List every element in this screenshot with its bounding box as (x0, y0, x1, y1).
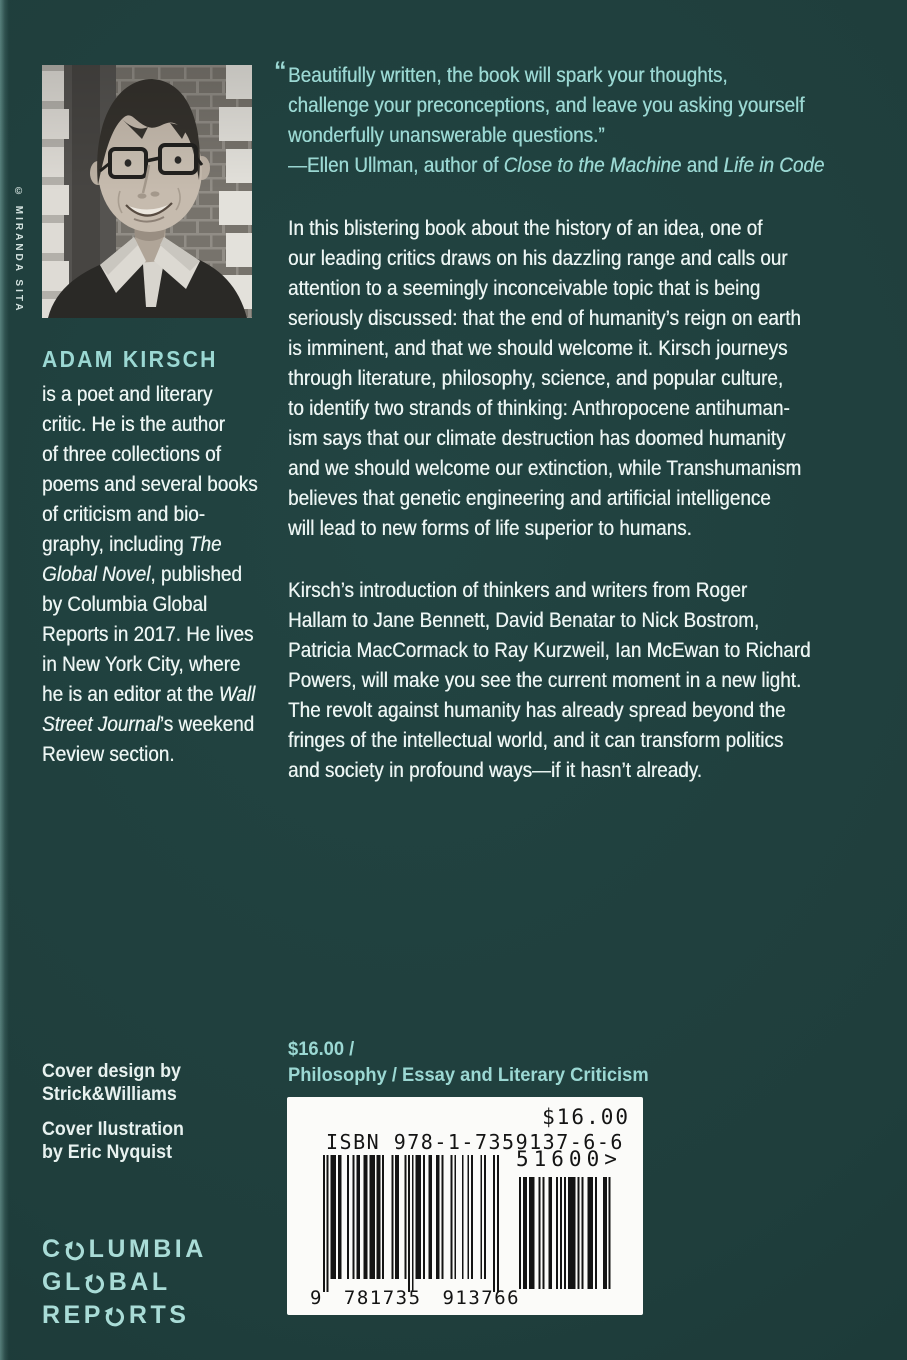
review-quote (274, 57, 898, 180)
review-quote-text: Beautifully written, the book will spark your thoughts, challenge your preconceptions, and leave you asking yourself wonderfully unanswerable questions.” —Ellen Ullman, author of Close to the Machine and Life in Code (288, 63, 825, 177)
description-paragraph-1: In this blistering book about the history of an idea, one of our leading critics draws on his dazzling range and calls our attention to a seemingly inconceivable topic that is being seriously discussed: that the end of humanity’s reign on earth is imminent, and that we should welcome it. Kirsch journeys through literature, philosophy, science, and popular culture, to identify two strands of thinking: Anthropocene antihuman- ism says that our climate destruction has doomed humanity and we should welcome our extinction, while Transhumanism believes that genetic engineering and artificial intelligence will lead to new forms of life superior to humans. (288, 216, 802, 540)
publisher-logo-line: GL BAL (42, 1268, 171, 1296)
ean13-barcode (323, 1155, 503, 1293)
barcode-price: $16.00 (542, 1105, 630, 1129)
publisher-logo-line: C LUMBIA (42, 1235, 207, 1263)
author-photo (42, 65, 252, 318)
circular-arrow-o-icon (63, 1238, 87, 1262)
author-bio: is a poet and literary critic. He is the author of three collections of poems and several books of criticism and bio- graphy, including The Global Novel, published by Columbia Global Reports in 2017. He lives in New York City, where he is an editor at the Wall Street Journal’s weekend Review section. (42, 382, 258, 766)
price-line: $16.00 / (288, 1038, 355, 1060)
opening-quote-mark: “ (274, 57, 287, 85)
publisher-logo (42, 1233, 207, 1332)
author-name: ADAM KIRSCH (42, 346, 218, 372)
barcode-isbn: ISBN 978-1-7359137-6-6 (326, 1130, 624, 1154)
barcode-label (287, 1097, 643, 1315)
category-line: Philosophy / Essay and Literary Criticism (288, 1064, 649, 1086)
publisher-logo-line: REP RTS (42, 1301, 190, 1329)
photo-credit: © MIRANDA SITA (13, 186, 24, 314)
cover-design-credit: Cover design by Strick&Williams (42, 1061, 181, 1105)
spine-highlight (0, 0, 9, 1360)
price-category (288, 1036, 649, 1088)
cover-illustration-credit: Cover Ilustration by Eric Nyquist (42, 1119, 184, 1163)
barcode-digits: 9 781735 913766 (310, 1287, 521, 1309)
author-portrait-illustration (42, 65, 252, 318)
barcode-addon-code: 51600> (516, 1147, 622, 1171)
description-paragraph-2: Kirsch’s introduction of thinkers and writers from Roger Hallam to Jane Bennett, David Benatar to Nick Bostrom, Patricia MacCormack to Ray Kurzweil, Ian McEwan to Richard Powers, will make you see the current moment in a new light. The revolt against humanity has already spread beyond the fringes of the intellectual world, and it can transform politics and society in profound ways—if it hasn’t already. (288, 578, 811, 782)
ean5-addon-barcode (519, 1177, 611, 1289)
circular-arrow-o-icon (83, 1271, 107, 1295)
circular-arrow-o-icon (103, 1304, 127, 1328)
